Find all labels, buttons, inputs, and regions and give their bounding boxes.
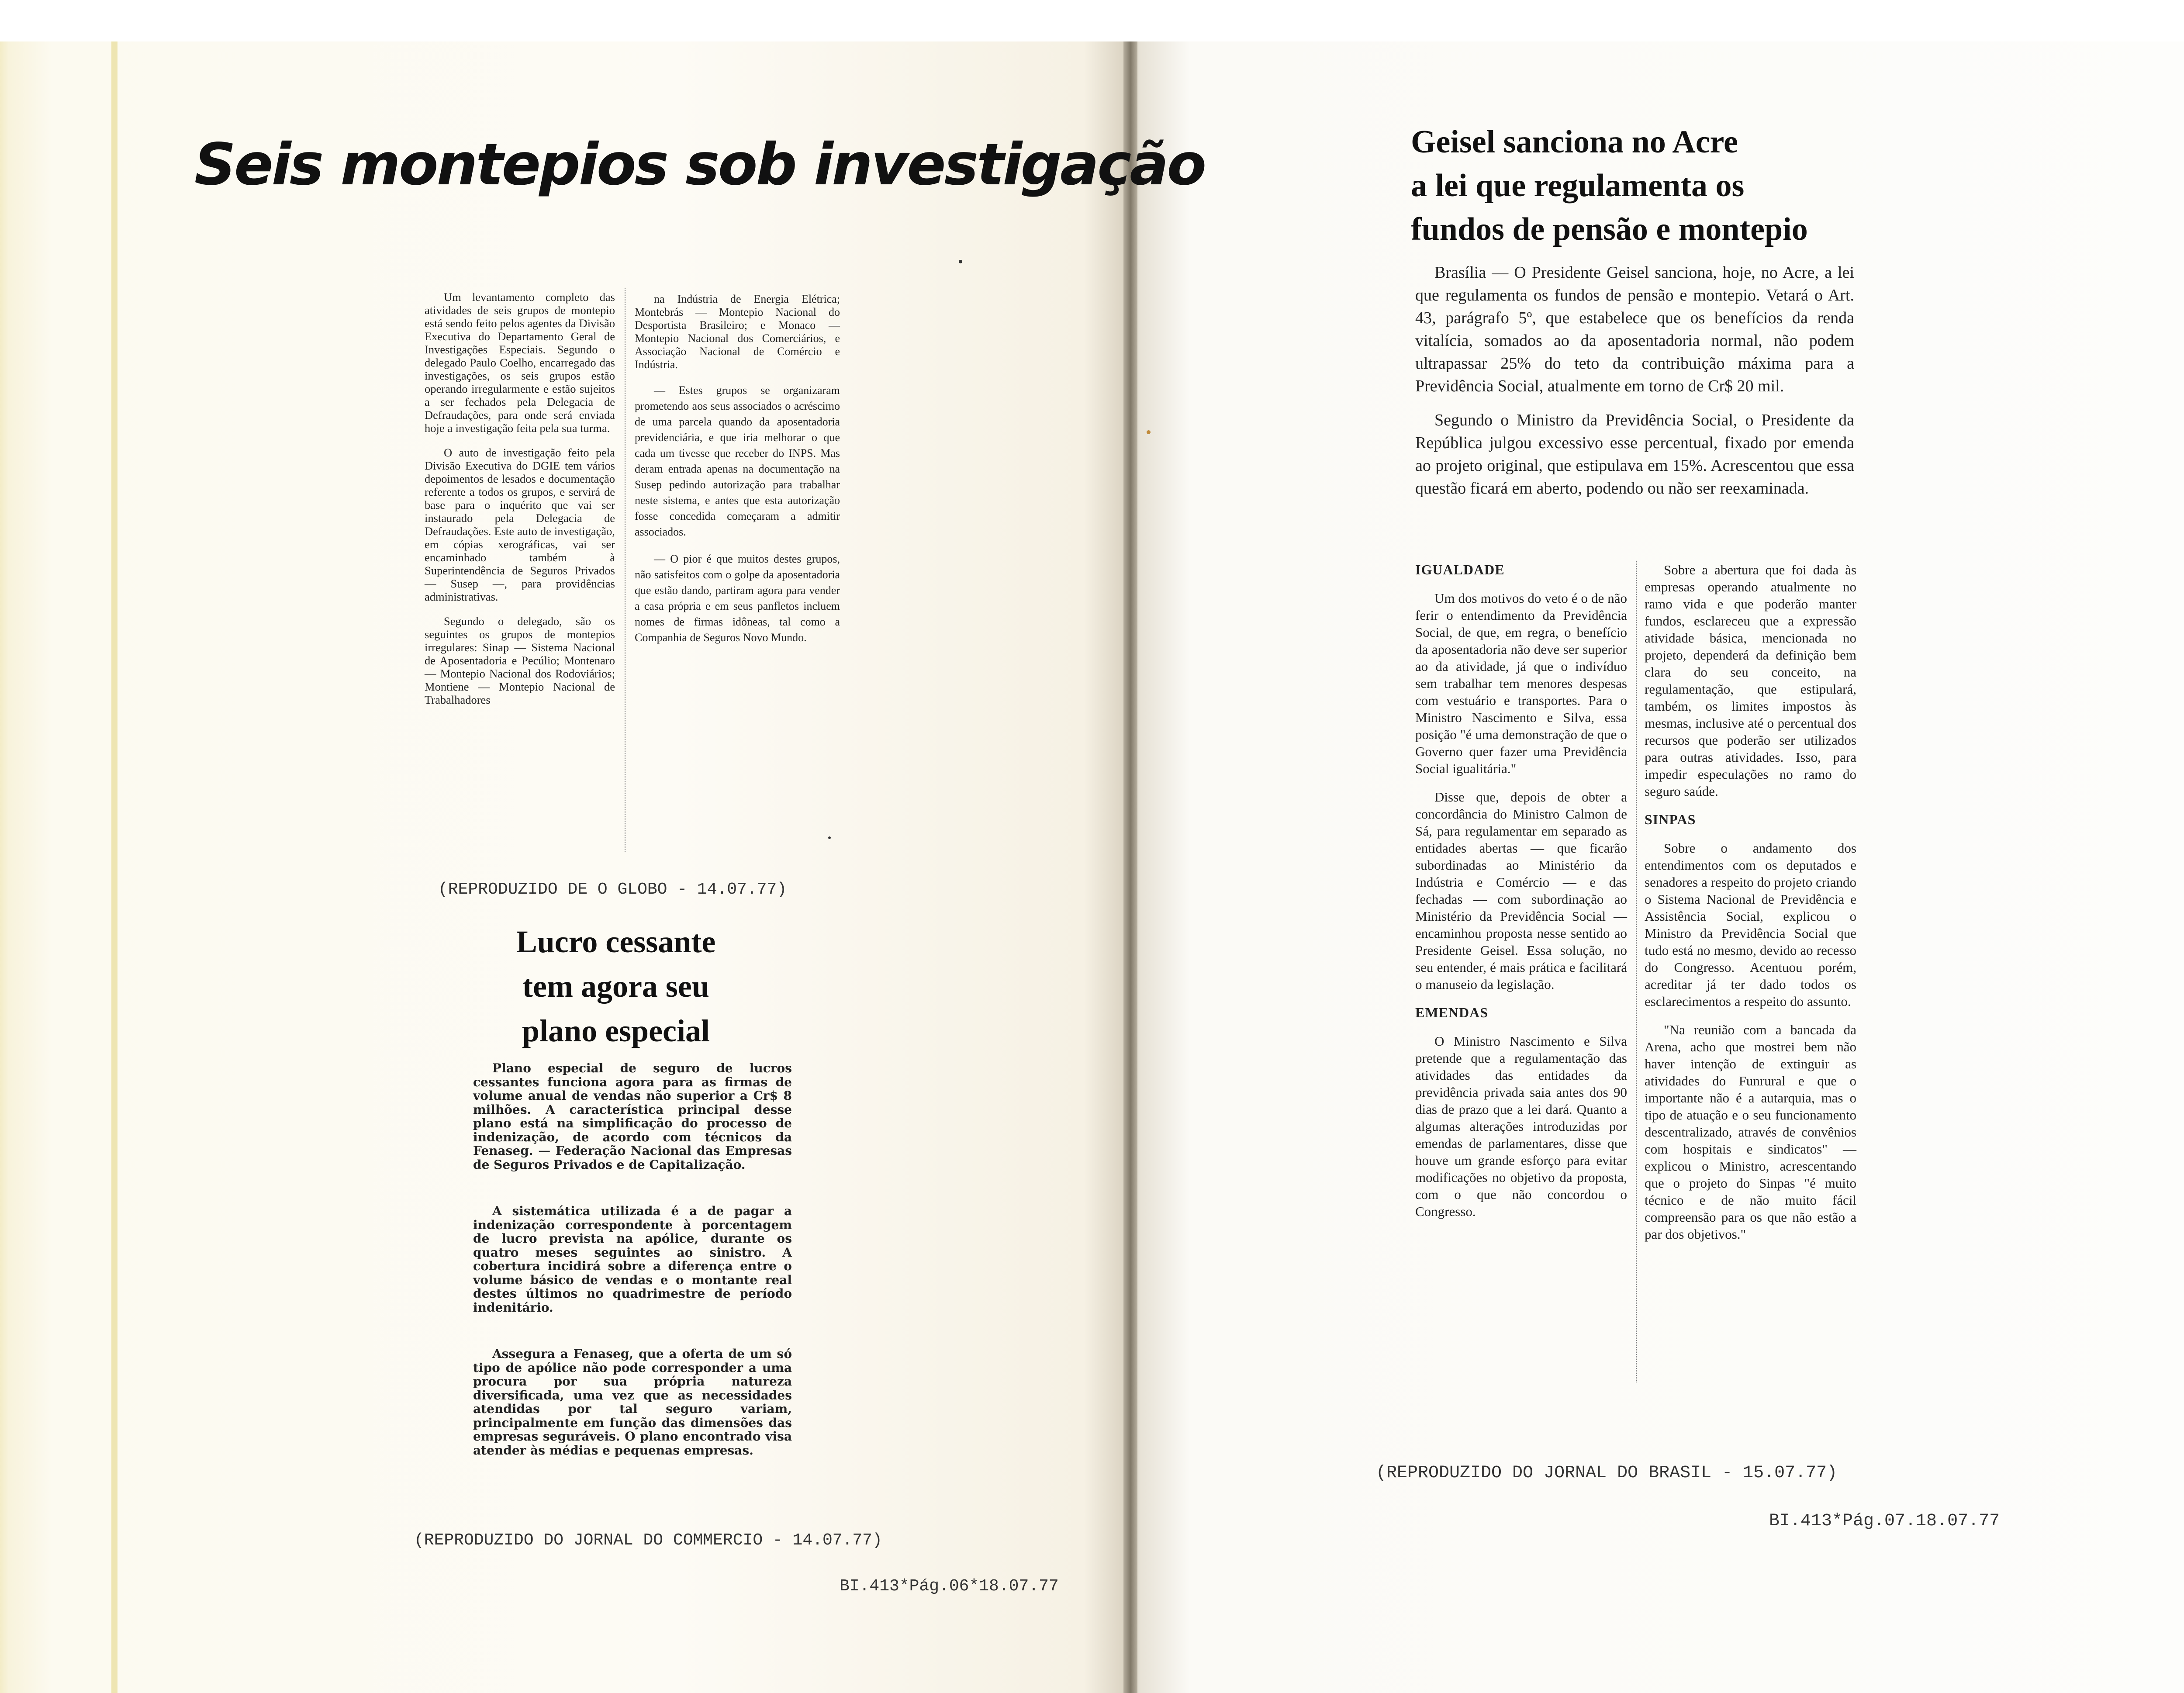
book-gutter	[1123, 41, 1137, 1693]
right-column-1	[1415, 561, 1627, 1231]
headline-line: a lei que regulamenta os	[1411, 168, 1745, 204]
headline-line: Lucro cessante	[516, 924, 716, 959]
article1-column-1	[425, 290, 615, 718]
source-o-globo: (REPRODUZIDO DE O GLOBO - 14.07.77)	[438, 880, 787, 899]
article1-paragraph: Um levantamento completo das atividades de seis grupos de montepio está sendo feito pelos agentes da Divisão Executiva do Departamento Geral de Investigações Especiais. Segundo o delegado Paulo Coelho, encarregado das investigações, os seis grupos estão operando irregularmente e estão sujeitos a ser fechados pela Delegacia de Defraudações, para onde será enviada hoje a investigação feita pela sua turma.	[425, 290, 615, 435]
headline-geisel-sanciona	[1411, 120, 1856, 251]
source-jornal-do-commercio: (REPRODUZIDO DO JORNAL DO COMMERCIO - 14.07.77)	[414, 1531, 882, 1550]
article2-paragraph: Assegura a Fenaseg, que a oferta de um só tipo de apólice não pode corresponder a uma procura por sua própria natureza diversificada, uma vez que as necessidades atendidas por tal seguro variam, principalmente em função das dimensões das empresas seguráveis. O plano encontrado visa atender às médias e pequenas empresas.	[473, 1347, 792, 1458]
right-paragraph: "Na reunião com a bancada da Arena, acho que mostrei bem não haver intenção de extinguir as atividades do Funrural e que o importante não é a autarquia, mas o tipo de atuação e o seu funcionamento descentralizado, através de convênios com hospitais e sindicatos" — explicou o Ministro, acrescentando que o projeto do Sinpas "é muito técnico e de não muito fácil compreensão para os que não estão a par dos objetivos."	[1645, 1022, 1856, 1242]
article1-paragraph: — O pior é que muitos destes grupos, não satisfeitos com o golpe da aposentadoria que estão dando, partiram agora para vender a casa própria e em seus panfletos incluem nomes de firmas idôneas, tal como a Companhia de Seguros Novo Mundo.	[635, 553, 840, 644]
ink-speck	[1147, 430, 1151, 434]
article2-paragraph: Plano especial de seguro de lucros cessantes funciona agora para as firmas de volume anual de vendas não superior a Cr$ 8 milhões. A característica principal desse plano está na simplificação do processo de indenização, de acordo com técnicos da Fenaseg. — Federação Nacional das Empresas de Seguros Privados e de Capitalização.	[473, 1061, 792, 1172]
section-heading-sinpas: SINPAS	[1645, 812, 1696, 827]
right-paragraph: O Ministro Nascimento e Silva pretende que a regulamentação das atividades das entidades da previdência privada saia antes dos 90 dias de prazo que a lei dará. Quanto a algumas alterações introduzidas por emendas de parlamentares, disse que houve um grande esforço para evitar modificações no objetivo da proposta, com o que não concordou o Congresso.	[1415, 1033, 1627, 1219]
right-lead	[1415, 261, 1854, 511]
article2-body	[473, 1061, 792, 1468]
article1-paragraph: Segundo o delegado, são os seguintes os grupos de montepios irregulares: Sinap — Sistema Nacional de Aposentadoria e Pecúlio; Montenaro — Montepio Nacional dos Rodoviários; Montiene — Montepio Nacional de Trabalhadores	[425, 615, 615, 706]
right-paragraph: Sobre a abertura que foi dada às empresas operando atualmente no ramo vida e que poderão manter fundos, esclareceu que a expressão atividade básica, mencionada no projeto, dependerá da definição bem clara do seu conceito, na regulamentação, que estipulará, também, os limites impostos às mesmas, inclusive até o percentual dos recursos que poderão ser utilizados para outras atividades. Isso, para impedir especulações no ramo do seguro saúde.	[1645, 562, 1856, 799]
headline-line: tem agora seu	[522, 969, 709, 1004]
right-paragraph: Um dos motivos do veto é o de não ferir o entendimento da Previdência Social, de que, em regra, o benefício da aposentadoria não deve ser superior ao da atividade, já que o indivíduo sem trabalhar tem menores despesas com vestuário e transportes. Para o Ministro Nascimento e Silva, essa posição "é uma demonstração de que o Governo quer fazer uma Previdência Social igualitária."	[1415, 591, 1627, 776]
article1-paragraph: — Estes grupos se organizaram prometendo aos seus associados o acréscimo de uma parcela quando da aposentadoria previdenciária, e que iria melhorar o que cada um tivesse que receber do INPS. Mas deram entrada apenas na documentação na Susep pedindo autorização para trabalhar neste sistema, e antes que esta autorização fosse concedida começaram a admitir associados.	[635, 384, 840, 538]
ink-speck	[828, 836, 831, 839]
lead-paragraph: Segundo o Ministro da Previdência Social, o Presidente da República julgou excessivo esse percentual, fixado por emenda ao projeto original, que estipulava em 15%. Acrescentou que essa questão ficará em aberto, podendo ou não ser reexaminada.	[1415, 411, 1854, 498]
section-heading-igualdade: IGUALDADE	[1415, 562, 1505, 577]
source-jornal-do-brasil: (REPRODUZIDO DO JORNAL DO BRASIL - 15.07.77)	[1376, 1463, 1838, 1483]
article1-column-2	[635, 293, 840, 657]
article1-paragraph: O auto de investigação feito pela Divisão Executiva do DGIE tem vários depoimentos de lesados e documentação referente a todos os grupos, e servirá de base para o inquérito que vai ser instaurado pela Delegacia de Defraudações. Este auto de investigação, em cópias xerográficas, vai ser encaminhado também à Superintendência de Seguros Privados — Susep —, para providências administrativas.	[425, 446, 615, 603]
lead-paragraph: Brasília — O Presidente Geisel sanciona, hoje, no Acre, a lei que regulamenta os fundos de pensão e montepio. Vetará o Art. 43, parágrafo 5º, que estabelece que os benefícios da renda vitalícia, somados ao da aposentadoria normal, não podem ultrapassar 25% do teto da contribuição máxima para a Previdência Social, atualmente em torno de Cr$ 20 mil.	[1415, 263, 1854, 395]
headline-line: fundos de pensão e montepio	[1411, 211, 1808, 247]
article1-paragraph: na Indústria de Energia Elétrica; Montebrás — Montepio Nacional do Desportista Brasileiro; e Monaco — Montepio Nacional dos Comerciários, e Associação Nacional de Comércio e Indústria.	[635, 293, 840, 371]
headline-line: plano especial	[522, 1013, 710, 1048]
headline-line: Geisel sanciona no Acre	[1411, 124, 1738, 160]
page-reference-left: BI.413*Pág.06*18.07.77	[840, 1577, 1059, 1596]
right-paragraph: Sobre o andamento dos entendimentos com os deputados e senadores a respeito do projeto criando o Sistema Nacional de Previdência e Assistência Social, explicou o Ministro da Previdência Social que tudo está no mesmo, devido ao recesso do Congresso. Acentuou porém, acreditar já ter dado todos os esclarecimentos a respeito do assunto.	[1645, 840, 1856, 1009]
headline-seis-montepios: Seis montepios sob investigação	[194, 131, 1205, 198]
headline-lucro-cessante	[450, 919, 782, 1053]
page-reference-right: BI.413*Pág.07.18.07.77	[1769, 1511, 2000, 1531]
column-rule	[1636, 561, 1637, 1382]
article2-paragraph: A sistemática utilizada é a de pagar a indenização correspondente à porcentagem de lucro prevista na apólice, durante os quatro meses seguintes ao sinistro. A cobertura incidirá sobre a diferença entre o volume básico de vendas e o montante real destes últimos no quadrimestre de período indenitário.	[473, 1204, 792, 1315]
right-paragraph: Disse que, depois de obter a concordância do Ministro Calmon de Sá, para regulamentar em separado as entidades abertas — que ficarão subordinadas ao Ministério da Indústria e Comércio — e das fechadas — com subordinação ao Ministério da Previdência Social — encaminhou proposta nesse sentido ao Presidente Geisel. Essa solução, no seu entender, é mais prática e facilitará o manuseio da legislação.	[1415, 789, 1627, 992]
section-heading-emendas: EMENDAS	[1415, 1005, 1489, 1020]
right-column-2	[1645, 561, 1856, 1254]
ink-speck	[959, 260, 962, 263]
